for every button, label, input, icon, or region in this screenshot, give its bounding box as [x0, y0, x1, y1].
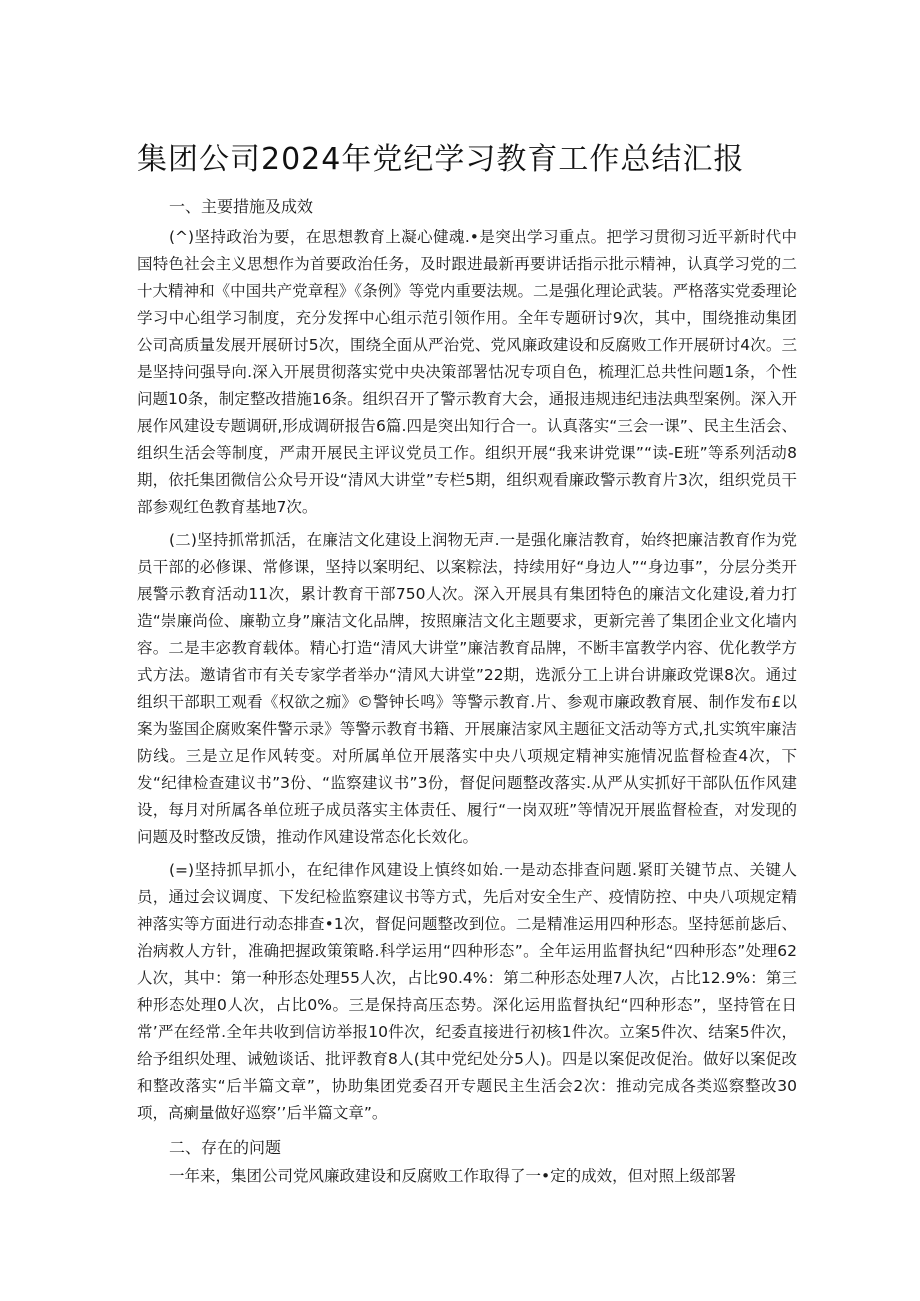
- paragraph-problems-intro: 一年来，集团公司党风廉政建设和反腐败工作取得了一•定的成效，但对照上级部署: [169, 1167, 737, 1185]
- paragraph-integrity-culture: (二)坚持抓常抓活，在廉洁文化建设上润物无声.一是强化廉洁教育，始终把廉洁教育作为党员干部的必修课、常修课，坚持以案明纪、以案粽法，持续用好“身边人”“身边事”，分层分类开展警示教育活动11次，累计教育干部750人次。深入开展具有集团特色的廉洁文化建设,着力打造“崇廉尚俭、廉勒立身”廉洁文化品牌，按照廉洁文化主题要求，更新完善了集团企业文化墙内容。二是丰宓教育载体。精心打造“清风大讲堂”廉洁教育品牌，不断丰富教学内容、优化教学方式方法。邀请省市有关专家学者举办“清风大讲堂”22期，选派分工上讲台讲廉政党课8次。通过组织干部职工观看《权欲之痂》©警钟长鸣》等警示教育.片、参观市廉政教育展、制作发布£以案为鉴国企腐败案件警示录》等警示教育书籍、开展廉洁家风主题征文活动等方式,扎实筑牢廉洁防线。三是立足作风转变。对所属单位开展落实中央八项规定精神实施情况监督检查4次，下发“纪律检查建议书”3份、“监察建议书”3份，督促问题整改落实.从严从实抓好干部队伍作风建设，每月对所属各单位班子成员落实主体责任、履行“一岗双班”等情况开展监督检查，对发现的问题及时整改反馈，推动作风建设常态化长效化。: [137, 531, 797, 846]
- paragraph-discipline-style: (=)坚持抓早抓小，在纪律作风建设上慎终如始.一是动态排查问题.紧盯关键节点、关键人员，通过会议调度、下发纪检监察建议书等方式，先后对安全生产、疫情防控、中央八项规定精神落实等方面进行动态排查•1次，督促问题整改到位。二是精准运用四种形态。坚持惩前毖后、治病救人方针，准确把握政策策略.科学运用“四种形态”。全年运用监督执纪“四种形态”处理62人次，其中：第一种形态处理55人次，占比90.4%：第二种形态处理7人次，占比12.9%：第三种形态处理0人次，占比0%。三是保持高压态势。深化运用监督执纪“四种形态”，坚持管在日常’严在经常.全年共收到信访举报10件次，纪委直接进行初核1件次。立案5件次、结案5件次，给予组织处理、诫勉谈话、批评教育8人(其中党纪处分5人)。四是以案促改促治。做好以案促改和整改落实“后半篇文章”，协助集团党委召开专题民主生活会2次：推动完成各类巡察整改30项，高瘌量做好巡察’’后半篇文章”。: [137, 861, 797, 1122]
- section-heading-problems: 二、存在的问题: [169, 1138, 282, 1157]
- document-body: [137, 192, 797, 1196]
- section-heading-measures: 一、主要措施及成效: [169, 197, 314, 216]
- document-title: 集团公司2024年党纪学习教育工作总结汇报: [137, 142, 745, 177]
- paragraph-political-education: (^)坚持政治为要，在思想教育上凝心健魂.•是突出学习重点。把学习贯彻习近平新时代中国特色社会主义思想作为首要政治任务，及时跟进最新再要讲话指示批示精神，认真学习党的二十大精神和《中国共产党章程》《条例》等党内重要法规。二是强化理论武装。严格落实党委理论学习中心组学习制度，充分发挥中心组示范引领作用。全年专题研讨9次，其中，围绕推动集团公司高质量发展开展研讨5次，围绕全面从严治党、党风廉政建设和反腐败工作开展研讨4次。三是坚持问强导向.深入开展贯彻落实党中央决策部署怙况专项自色，梳理汇总共性问题1条，个性问题10条，制定整改措施16条。组织召开了警示教育大会，通报违规违纪违法典型案例。深入开展作风建设专题调研,形成调研报告6篇.四是突出知行合一。认真落实“三会一课”、民主生活会、组织生活会等制度，严肃开展民主评议党员工作。组织开展“我来讲党课”“读-E班”等系列活动8期，依托集团微信公众号开设“清风大讲堂”专栏5期，组织观看廉政警示教育片3次，组织党员干部参观红色教育基地7次。: [137, 228, 797, 516]
